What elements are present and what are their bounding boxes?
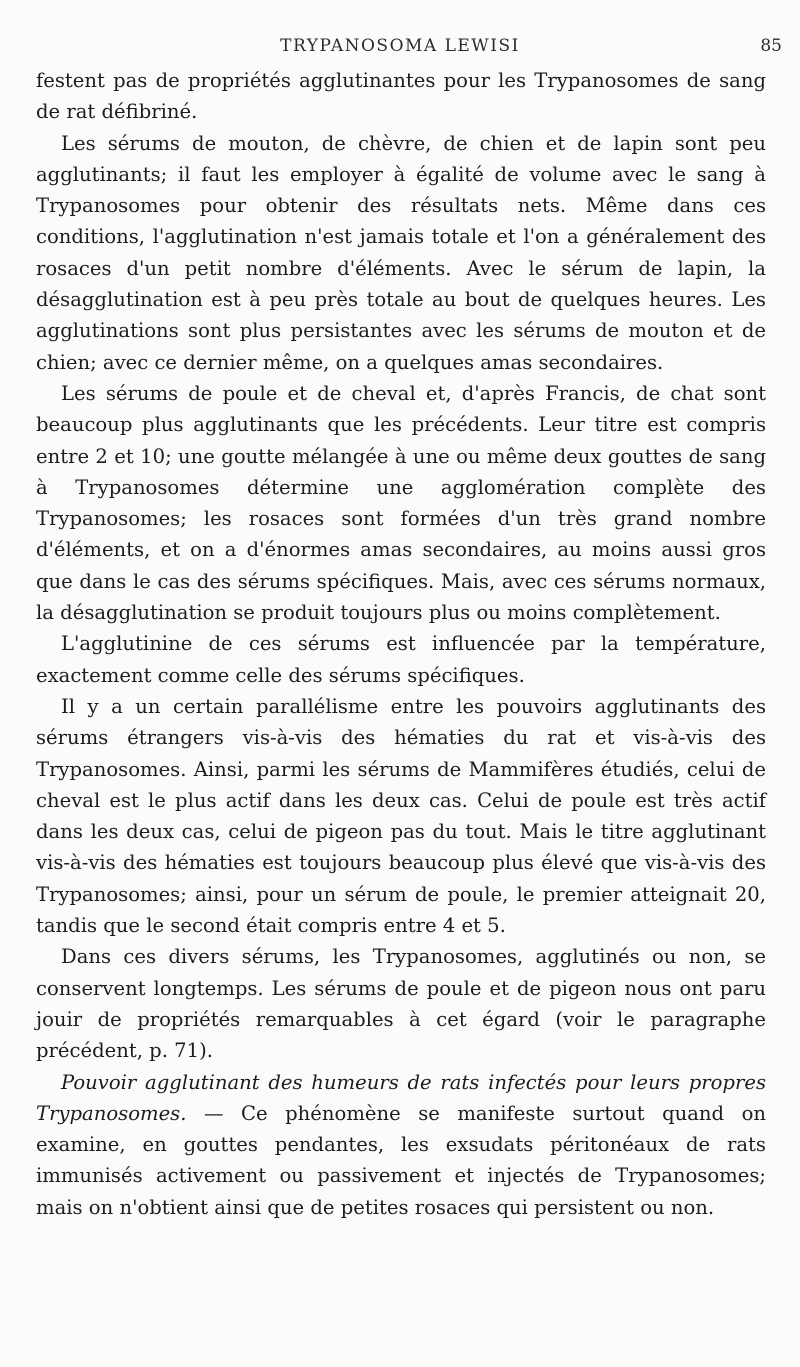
paragraph-poultry-horse-sera: Les sérums de poule et de cheval et, d'après Francis, de chat sont beaucoup plus agglutinants que les précédents. Leur titre est compris entre 2 et 10; une goutte mélangée à une ou même deux gouttes de sang à Trypanosomes détermine une agglomération complète des Trypanosomes; les rosaces sont formées d'un très grand nombre d'éléments, et on a d'énormes amas secondaires, au moins aussi gros que dans le cas des sérums spécifiques. Mais, avec ces sérums normaux, la désagglutination se produit toujours plus ou moins complètement. [36,381,766,625]
running-head [0,36,800,60]
page-number: 85 [760,36,782,56]
paragraph-continuation: festent pas de propriétés agglutinantes pour les Trypanosomes de sang de rat défibriné. [36,69,766,124]
italic-heading: Pouvoir agglutinant des humeurs de rats infectés pour leurs propres Trypanosomes. [36,1070,766,1125]
paragraph-animal-sera: Les sérums de mouton, de chèvre, de chien et de lapin sont peu agglutinants; il faut les employer à égalité de volume avec le sang à Trypanosomes pour obtenir des résultats nets. Même dans ces conditions, l'agglutination n'est jamais totale et l'on a généralement des rosaces d'un petit nombre d'éléments. Avec le sérum de lapin, la désagglutination est à peu près totale au bout de quelques heures. Les agglutinations sont plus persistantes avec les sérums de mouton et de chien; avec ce dernier même, on a quelques amas secondaires. [36,131,766,374]
body-text [36,65,766,1223]
paragraph-infected-rats [36,1067,766,1223]
paragraph-conservation: Dans ces divers sérums, les Trypanosomes, agglutinés ou non, se conservent longtemps. Les sérums de poule et de pigeon nous ont paru jouir de propriétés remarquables à cet égard (voir le paragraphe précédent, p. 71). [36,945,766,1063]
paragraph-body: — Ce phénomène se manifeste surtout quand on examine, en gouttes pendantes, les exsudats péritonéaux de rats immunisés activement ou passivement et injectés de Trypanosomes; mais on n'obtient ainsi que de petites rosaces qui persistent ou non. [36,1101,766,1219]
paragraph-temperature: L'agglutinine de ces sérums est influencée par la température, exactement comme celle des sérums spécifiques. [36,632,766,687]
running-title: TRYPANOSOMA LEWISI [280,36,520,56]
paragraph-parallelism: Il y a un certain parallélisme entre les pouvoirs agglutinants des sérums étrangers vis-à-vis des hématies du rat et vis-à-vis des Trypanosomes. Ainsi, parmi les sérums de Mammifères étudiés, celui de cheval est le plus actif dans les deux cas. Celui de poule est très actif dans les deux cas, celui de pigeon pas du tout. Mais le titre agglutinant vis-à-vis des hématies est toujours beaucoup plus élevé que vis-à-vis des Trypanosomes; ainsi, pour un sérum de poule, le premier atteignait 20, tandis que le second était compris entre 4 et 5. [36,694,766,938]
